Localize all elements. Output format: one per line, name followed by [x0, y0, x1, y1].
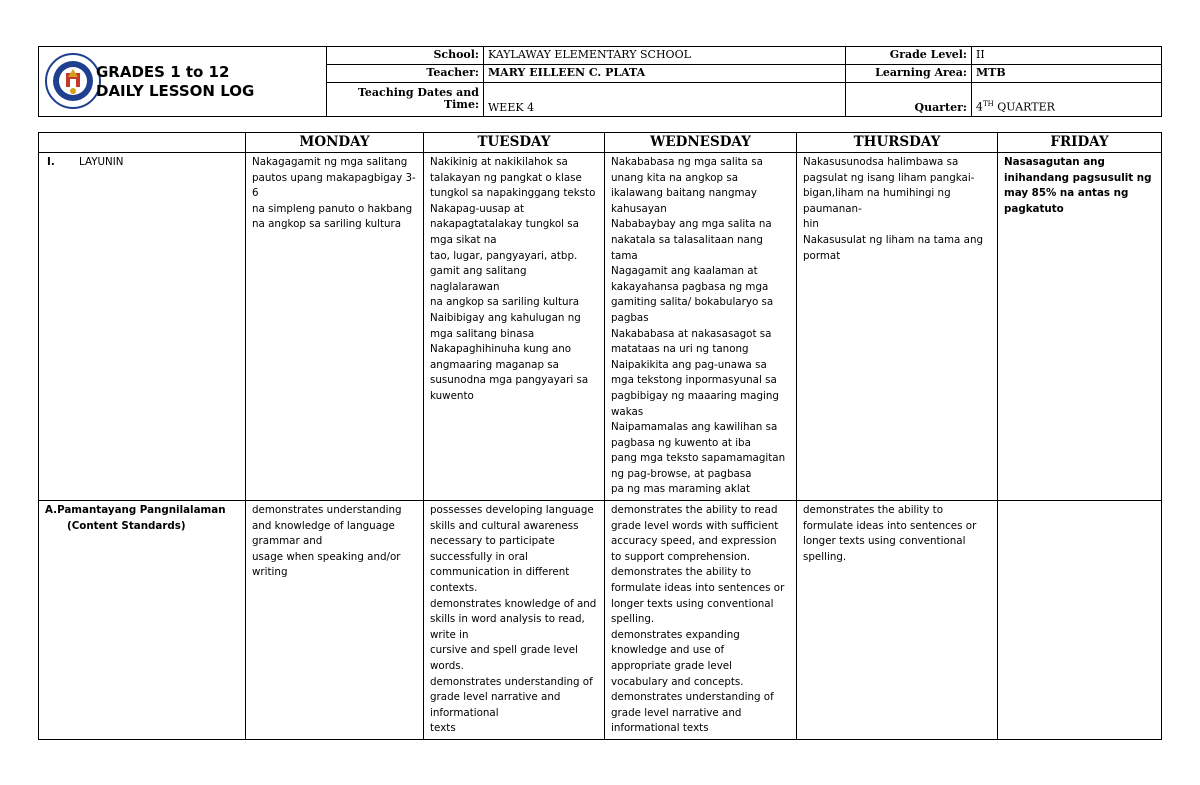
school-value: KAYLAWAY ELEMENTARY SCHOOL — [484, 47, 846, 65]
cell-text-line: na angkop sa sariling kultura — [430, 296, 580, 309]
cell-text-line: grade level words with sufficient — [611, 519, 779, 532]
cell-text-line: pormat — [803, 249, 841, 262]
cell-text-line: to support comprehension. — [611, 550, 750, 563]
cell-text-line: Nasasagutan ang — [1004, 156, 1105, 168]
cell-text-line: knowledge and use of — [611, 644, 725, 657]
content-tuesday — [424, 501, 605, 740]
cell-text-line: grade level narrative and — [430, 691, 561, 704]
cell-text-line: susunodna mga pangyayari sa — [430, 374, 589, 387]
cell-text-line: cursive and spell grade level — [430, 644, 578, 657]
cell-text-line: pagsulat ng isang liham pangkai- — [803, 171, 975, 184]
cell-text-line: writing — [252, 566, 288, 579]
day-header-friday: FRIDAY — [998, 133, 1162, 153]
cell-text-line: hin — [803, 218, 819, 231]
grade-value: II — [972, 47, 1162, 65]
cell-text-line: tao, lugar, pangyayari, atbp. — [430, 249, 578, 262]
cell-text-line: communication in different — [430, 566, 570, 579]
cell-text-line: ikalawang baitang nangmay — [611, 187, 757, 200]
layunin-wednesday — [605, 153, 797, 501]
cell-text-line: skills in word analysis to read, — [430, 613, 585, 626]
cell-text-line: Nakasusulat ng liham na tama ang — [803, 233, 984, 246]
cell-text-line: pa ng mas maraming aklat — [611, 483, 751, 496]
cell-text-line: accuracy speed, and expression — [611, 535, 777, 548]
cell-text-line: Nakagagamit ng mga salitang — [252, 156, 408, 168]
cell-text-line: unang kita na angkop sa — [611, 171, 739, 184]
cell-text-line: informational — [430, 706, 499, 719]
layunin-friday — [998, 153, 1162, 501]
cell-text-line: skills and cultural awareness — [430, 519, 579, 532]
cell-text-line: longer texts using conventional — [611, 597, 774, 610]
cell-text-line: grade level narrative and — [611, 706, 742, 719]
cell-text-line: demonstrates the ability to — [803, 504, 944, 517]
cell-text-line: Naibibigay ang kahulugan ng — [430, 311, 581, 324]
cell-text-line: pagbibigay ng maaaring maging — [611, 389, 779, 402]
area-label: Learning Area: — [846, 64, 972, 82]
cell-text-line: na angkop sa sariling kultura — [252, 218, 402, 231]
cell-text-line: talakayan ng pangkat o klase — [430, 171, 582, 184]
cell-text-line: gamit ang salitang naglalarawan — [430, 265, 527, 293]
cell-text-line: pagbas — [611, 311, 649, 324]
cell-text-line: words. — [430, 660, 464, 672]
layunin-monday — [246, 153, 424, 501]
cell-text-line: Nagagamit ang kaalaman at — [611, 265, 758, 278]
teacher-value: MARY EILLEEN C. PLATA — [484, 64, 846, 82]
cell-text-line: formulate ideas into sentences or — [803, 519, 977, 532]
cell-text-line: Nakababasa ng mga salita sa — [611, 156, 763, 168]
cell-text-line: demonstrates understanding — [252, 504, 402, 517]
quarter-value: 4TH QUARTER — [972, 82, 1162, 117]
cell-text-line: usage when speaking and/or — [252, 550, 401, 563]
layunin-thursday — [797, 153, 998, 501]
cell-text-line: nakapagtatalakay tungkol sa — [430, 218, 579, 231]
cell-text-line: spelling. — [611, 613, 655, 626]
cell-text-line: pang mga teksto sapamamagitan — [611, 452, 786, 465]
cell-text-line: wakas — [611, 405, 644, 418]
cell-text-line: inihandang pagsusulit ng — [1004, 171, 1152, 184]
deped-seal-icon — [45, 53, 101, 109]
cell-text-line: Nakasusunodsa halimbawa sa — [803, 156, 959, 168]
cell-text-line: Nakikinig at nakikilahok sa — [430, 156, 568, 168]
cell-text-line: paumanan- — [803, 202, 862, 215]
cell-text-line: demonstrates knowledge of and — [430, 597, 597, 610]
cell-text-line: nakatala sa talasalitaan nang — [611, 233, 763, 246]
cell-text-line: mga salitang binasa — [430, 327, 535, 340]
day-header-monday: MONDAY — [246, 133, 424, 153]
cell-text-line: appropriate grade level — [611, 660, 732, 672]
cell-text-line: demonstrates expanding — [611, 628, 740, 641]
day-header-tuesday: TUESDAY — [424, 133, 605, 153]
content-thursday — [797, 501, 998, 740]
cell-text-line: kakayahansa pagbasa ng mga — [611, 280, 769, 293]
teacher-label: Teacher: — [327, 64, 484, 82]
cell-text-line: demonstrates understanding of — [430, 675, 593, 688]
row-label-content-standards: A.Pamantayang Pangnilalaman (Content Standards) — [39, 501, 246, 740]
cell-text-line: demonstrates the ability to — [611, 566, 752, 579]
day-header-thursday: THURSDAY — [797, 133, 998, 153]
cell-text-line: informational texts — [611, 722, 709, 735]
cell-text-line: Naipamamalas ang kawilihan sa — [611, 421, 778, 434]
grade-label: Grade Level: — [846, 47, 972, 65]
dates-value: WEEK 4 — [484, 82, 846, 117]
layunin-tuesday — [424, 153, 605, 501]
cell-text-line: necessary to participate — [430, 535, 555, 548]
cell-text-line: matataas na uri ng tanong — [611, 343, 749, 356]
cell-text-line: texts — [430, 722, 456, 735]
cell-text-line: mga tekstong inpormasyunal sa — [611, 374, 777, 387]
cell-text-line: tama — [611, 249, 638, 262]
page-title: GRADES 1 to 12 DAILY LESSON LOG — [96, 63, 255, 100]
cell-text-line: Nababaybay ang mga salita na — [611, 218, 772, 231]
cell-text-line: may 85% na antas ng — [1004, 187, 1129, 200]
cell-text-line: mga sikat na — [430, 233, 497, 246]
cell-text-line: ng pag-browse, at pagbasa — [611, 467, 752, 480]
cell-text-line: demonstrates understanding of — [611, 691, 774, 704]
cell-text-line: Naipakikita ang pag-unawa sa — [611, 358, 767, 371]
cell-text-line: contexts. — [430, 582, 478, 595]
header-title-box — [38, 46, 327, 117]
cell-text-line: Nakababasa at nakasasagot sa — [611, 327, 772, 340]
cell-text-line: tungkol sa napakinggang teksto — [430, 187, 596, 200]
content-monday — [246, 501, 424, 740]
cell-text-line: write in — [430, 628, 469, 641]
cell-text-line: pautos upang makapagbigay 3- — [252, 171, 416, 184]
cell-text-line: spelling. — [803, 550, 847, 563]
cell-text-line: longer texts using conventional — [803, 535, 966, 548]
cell-text-line: angmaaring maganap sa — [430, 358, 559, 371]
cell-text-line: bigan,liham na humihingi ng — [803, 187, 951, 200]
cell-text-line: possesses developing language — [430, 504, 594, 517]
cell-text-line: kuwento — [430, 389, 474, 402]
header-info-table — [326, 46, 1162, 117]
cell-text-line: na simpleng panuto o hakbang — [252, 202, 413, 215]
cell-text-line: pagkatuto — [1004, 202, 1064, 215]
day-header-wednesday: WEDNESDAY — [605, 133, 797, 153]
cell-text-line: demonstrates the ability to read — [611, 504, 778, 517]
cell-text-line: grammar and — [252, 535, 323, 548]
corner-cell — [39, 133, 246, 153]
cell-text-line: Nakapag-uusap at — [430, 202, 525, 215]
cell-text-line: and knowledge of language — [252, 519, 395, 532]
content-friday — [998, 501, 1162, 740]
dates-label: Teaching Dates and Time: — [327, 82, 484, 117]
lesson-log-table — [38, 132, 1162, 740]
cell-text-line: gamiting salita/ bokabularyo sa — [611, 296, 774, 309]
area-value: MTB — [972, 64, 1162, 82]
cell-text-line: pagbasa ng kuwento at iba — [611, 436, 751, 449]
cell-text-line: Nakapaghihinuha kung ano — [430, 343, 572, 356]
cell-text-line: vocabulary and concepts. — [611, 675, 744, 688]
cell-text-line: successfully in oral — [430, 550, 528, 563]
quarter-label: Quarter: — [846, 82, 972, 117]
cell-text-line: kahusayan — [611, 202, 667, 215]
cell-text-line: formulate ideas into sentences or — [611, 582, 785, 595]
cell-text-line: 6 — [252, 187, 259, 200]
content-wednesday — [605, 501, 797, 740]
row-label-layunin: I. LAYUNIN — [39, 153, 246, 501]
school-label: School: — [327, 47, 484, 65]
